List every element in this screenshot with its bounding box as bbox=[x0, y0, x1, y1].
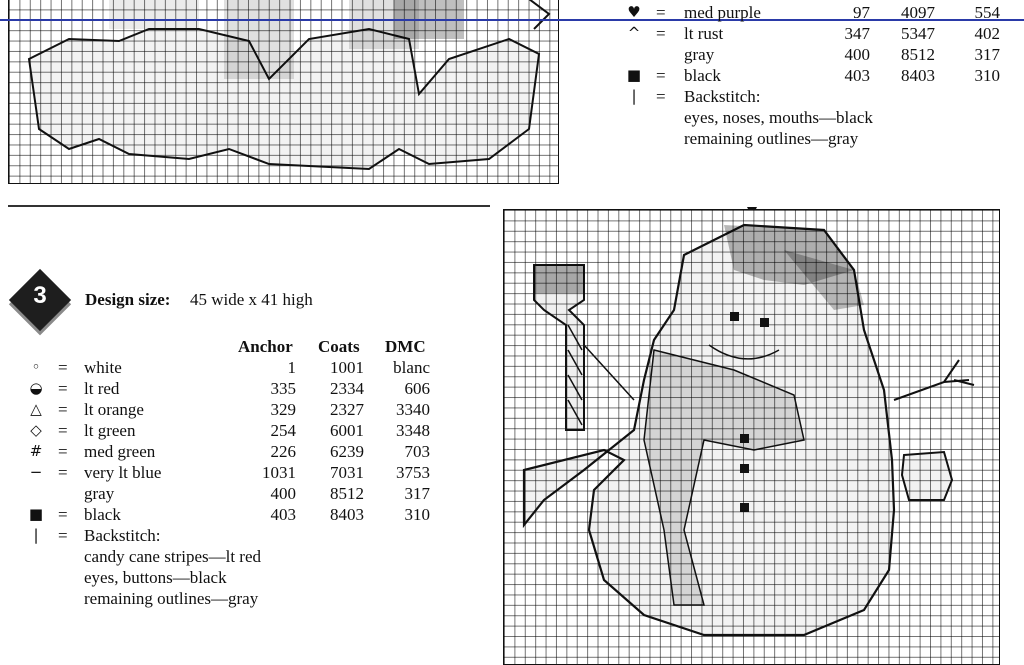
design-size-value: 45 wide x 41 high bbox=[190, 290, 313, 309]
key-equals: = bbox=[656, 66, 666, 85]
key-equals: = bbox=[656, 87, 666, 106]
key-symbol: ^ bbox=[627, 24, 641, 42]
backstitch-label: Backstitch: bbox=[84, 526, 161, 545]
key-symbol: ◇ bbox=[30, 421, 42, 439]
backstitch-label: Backstitch: bbox=[684, 87, 761, 106]
key-coats: 4097 bbox=[901, 3, 935, 22]
top-chart-pattern bbox=[9, 0, 559, 184]
key-coats: 8403 bbox=[330, 505, 364, 524]
key-dmc: 402 bbox=[974, 24, 1000, 43]
key-anchor: 1031 bbox=[262, 463, 296, 482]
key-equals: = bbox=[58, 442, 68, 461]
key-equals: = bbox=[58, 526, 68, 545]
design3-pattern bbox=[504, 210, 1000, 665]
key-anchor: 400 bbox=[844, 45, 870, 64]
key-dmc: blanc bbox=[393, 358, 430, 377]
key-symbol: ■ bbox=[28, 505, 44, 523]
key-symbol: ■ bbox=[626, 66, 642, 84]
key-anchor: 335 bbox=[270, 379, 296, 398]
key-anchor: 329 bbox=[270, 400, 296, 419]
key-symbol: ♥ bbox=[627, 3, 641, 21]
key-dmc: 310 bbox=[404, 505, 430, 524]
key-color-name: white bbox=[84, 358, 122, 377]
key-color-name: med purple bbox=[684, 3, 761, 22]
key-coats: 8512 bbox=[901, 45, 935, 64]
backstitch-note: remaining outlines—gray bbox=[684, 129, 859, 148]
key-equals: = bbox=[656, 3, 666, 22]
key-dmc: 317 bbox=[404, 484, 430, 503]
header-dmc: DMC bbox=[385, 337, 426, 356]
backstitch-note: remaining outlines—gray bbox=[84, 589, 259, 608]
key-anchor: 1 bbox=[287, 358, 296, 377]
key-color-name: lt orange bbox=[84, 400, 144, 419]
design-number: 3 bbox=[33, 282, 47, 309]
header-anchor: Anchor bbox=[238, 337, 293, 356]
key-equals: = bbox=[58, 463, 68, 482]
design-size-label: Design size: bbox=[85, 290, 171, 309]
key-dmc: 310 bbox=[974, 66, 1000, 85]
key-anchor: 400 bbox=[270, 484, 296, 503]
backstitch-symbol: | bbox=[631, 87, 637, 105]
key-coats: 6239 bbox=[330, 442, 364, 461]
key-symbol: # bbox=[29, 442, 43, 460]
key-coats: 8403 bbox=[901, 66, 935, 85]
key-coats: 7031 bbox=[330, 463, 364, 482]
key-color-name: black bbox=[684, 66, 721, 85]
key-dmc: 3340 bbox=[396, 400, 430, 419]
key-symbol: − bbox=[29, 463, 43, 481]
key-equals: = bbox=[58, 421, 68, 440]
key-equals: = bbox=[58, 400, 68, 419]
key-anchor: 254 bbox=[270, 421, 296, 440]
scan-guide-line bbox=[0, 19, 1024, 21]
key-dmc: 554 bbox=[974, 3, 1000, 22]
backstitch-note: eyes, noses, mouths—black bbox=[684, 108, 873, 127]
key-symbol: ◦ bbox=[31, 358, 41, 376]
key-anchor: 403 bbox=[844, 66, 870, 85]
key-dmc: 3753 bbox=[396, 463, 430, 482]
key-color-name: lt red bbox=[84, 379, 120, 398]
key-anchor: 97 bbox=[853, 3, 870, 22]
key-equals: = bbox=[58, 358, 68, 377]
key-anchor: 226 bbox=[270, 442, 296, 461]
key-dmc: 703 bbox=[404, 442, 430, 461]
key-equals: = bbox=[656, 24, 666, 43]
key-coats: 2327 bbox=[330, 400, 364, 419]
key-color-name: very lt blue bbox=[84, 463, 162, 482]
key-color-name: gray bbox=[84, 484, 115, 503]
key-coats: 5347 bbox=[901, 24, 935, 43]
key-symbol: △ bbox=[30, 400, 42, 418]
key-color-name: gray bbox=[684, 45, 715, 64]
backstitch-symbol: | bbox=[33, 526, 39, 544]
backstitch-note: eyes, buttons—black bbox=[84, 568, 227, 587]
design-number-badge bbox=[8, 268, 72, 332]
key-coats: 8512 bbox=[330, 484, 364, 503]
top-chart-grid bbox=[8, 0, 559, 184]
key-color-name: med green bbox=[84, 442, 156, 461]
key-equals: = bbox=[58, 505, 68, 524]
key-symbol: ◒ bbox=[29, 379, 43, 397]
key-dmc: 317 bbox=[974, 45, 1000, 64]
key-anchor: 403 bbox=[270, 505, 296, 524]
header-coats: Coats bbox=[318, 337, 360, 356]
design3-chart-grid bbox=[503, 209, 1000, 665]
key-dmc: 606 bbox=[404, 379, 430, 398]
key-dmc: 3348 bbox=[396, 421, 430, 440]
key-color-name: lt rust bbox=[684, 24, 724, 43]
key-coats: 2334 bbox=[330, 379, 364, 398]
key-coats: 6001 bbox=[330, 421, 364, 440]
key-color-name: lt green bbox=[84, 421, 136, 440]
key-anchor: 347 bbox=[844, 24, 870, 43]
key-equals: = bbox=[58, 379, 68, 398]
backstitch-note: candy cane stripes—lt red bbox=[84, 547, 262, 566]
section-divider bbox=[8, 205, 490, 207]
key-color-name: black bbox=[84, 505, 121, 524]
key-coats: 1001 bbox=[330, 358, 364, 377]
